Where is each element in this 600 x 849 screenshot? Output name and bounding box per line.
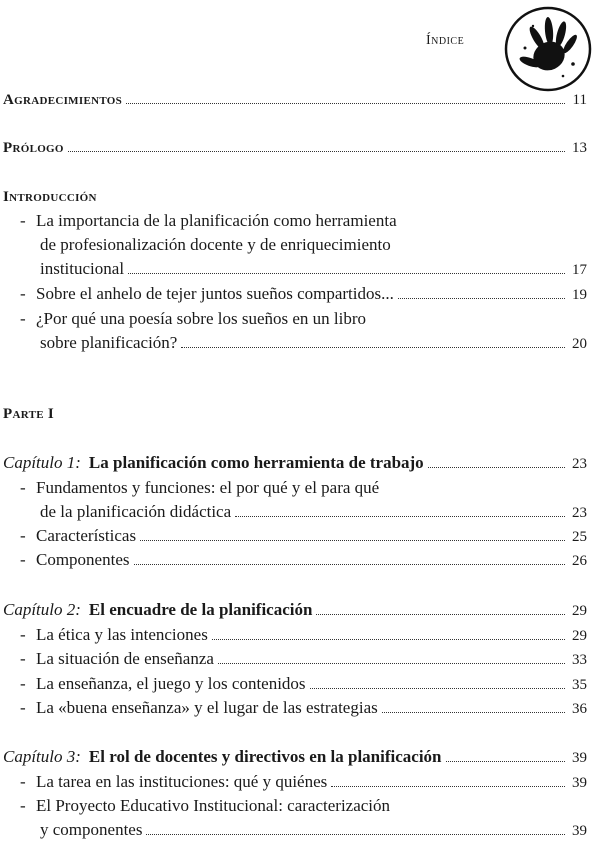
toc-item[interactable]: - La situación de enseñanza 33 [20, 648, 587, 671]
item-title: La situación de enseñanza [36, 649, 214, 668]
dot-leader [331, 785, 565, 787]
toc-item-line: - El Proyecto Educativo Institucional: caracterización [20, 796, 391, 815]
dot-leader [382, 711, 565, 713]
toc-item[interactable] [40, 501, 587, 524]
toc-item[interactable] [40, 819, 587, 842]
dot-leader [146, 833, 565, 835]
page-number: 39 [572, 750, 587, 766]
chapter-title: La planificación como herramienta de trabajo [88, 453, 424, 472]
dot-leader [134, 563, 566, 565]
toc-section-introduccion[interactable] [3, 186, 97, 208]
dot-leader [218, 662, 565, 664]
toc-item[interactable]: - La enseñanza, el juego y los contenidos 35 [20, 673, 587, 696]
item-title: sobre planificación? [40, 333, 178, 352]
toc-item[interactable] [40, 332, 587, 355]
toc-item[interactable]: - La «buena enseñanza» y el lugar de las estrategias 36 [20, 697, 587, 720]
toc-item[interactable]: - Sobre el anhelo de tejer juntos sueños compartidos... 19 [20, 283, 587, 306]
chapter-label: Capítulo 3: [3, 747, 81, 766]
item-title: Sobre el anhelo de tejer juntos sueños compartidos... [36, 284, 394, 303]
toc-item[interactable] [40, 258, 587, 281]
dot-leader [428, 466, 565, 468]
page-number: 26 [572, 553, 587, 569]
toc-chapter-1[interactable] [3, 452, 587, 475]
toc-entry-prologo[interactable] [3, 137, 587, 159]
dot-leader [126, 102, 565, 104]
dot-leader [212, 638, 565, 640]
section-title: Agradecimientos [3, 92, 123, 108]
dot-leader [446, 760, 565, 762]
dot-leader [235, 515, 565, 517]
chapter-label: Capítulo 1: [3, 453, 81, 472]
page-number: 25 [572, 529, 587, 545]
page-number: 11 [572, 92, 587, 108]
item-title: de la planificación didáctica [40, 502, 232, 521]
page-number: 17 [572, 262, 587, 278]
dot-leader [128, 272, 565, 274]
chapter-title: El rol de docentes y directivos en la planificación [88, 747, 442, 766]
page-number: 20 [572, 336, 587, 352]
toc-item[interactable]: - Características 25 [20, 525, 587, 548]
page-number: 33 [572, 652, 587, 668]
toc-item[interactable]: - La ética y las intenciones 29 [20, 624, 587, 647]
toc-item-line: - La importancia de la planificación como herramienta [20, 211, 397, 230]
toc-item-line: - Fundamentos y funciones: el por qué y el para qué [20, 478, 380, 497]
section-title: Introducción [3, 189, 97, 205]
page-number: 35 [572, 677, 587, 693]
page-number: 29 [572, 628, 587, 644]
toc-part-heading: Parte I [3, 406, 55, 422]
page-number: 36 [572, 701, 587, 717]
page-number: 19 [572, 287, 587, 303]
item-title: institucional [40, 259, 125, 278]
page-number: 39 [572, 823, 587, 839]
dot-leader [68, 150, 565, 152]
item-title: La enseñanza, el juego y los contenidos [36, 674, 306, 693]
page-number: 23 [572, 505, 587, 521]
page-title: Índice [426, 33, 465, 48]
chapter-label: Capítulo 2: [3, 600, 81, 619]
dot-leader [181, 346, 565, 348]
dot-leader [310, 687, 565, 689]
toc-chapter-3[interactable] [3, 746, 587, 769]
page-number: 23 [572, 456, 587, 472]
page-number: 29 [572, 603, 587, 619]
toc-item-line: de profesionalización docente y de enriquecimiento [40, 235, 391, 254]
item-title: Componentes [36, 550, 130, 569]
item-title: Características [36, 526, 137, 545]
item-title: La «buena enseñanza» y el lugar de las estrategias [36, 698, 378, 717]
dot-leader [140, 539, 565, 541]
toc-item-line: - ¿Por qué una poesía sobre los sueños en un libro [20, 309, 367, 328]
item-title: La ética y las intenciones [36, 625, 208, 644]
toc-item[interactable]: - La tarea en las instituciones: qué y quiénes 39 [20, 771, 587, 794]
toc-entry-agradecimientos[interactable] [3, 89, 587, 111]
item-title: La tarea en las instituciones: qué y quiénes [36, 772, 328, 791]
toc-item[interactable]: - Componentes 26 [20, 549, 587, 572]
item-title: y componentes [40, 820, 143, 839]
chapter-title: El encuadre de la planificación [88, 600, 313, 619]
section-title: Prólogo [3, 140, 64, 156]
page-number: 13 [572, 140, 587, 156]
page-number: 39 [572, 775, 587, 791]
dot-leader [316, 613, 565, 615]
toc-chapter-2[interactable] [3, 599, 587, 622]
dot-leader [398, 297, 565, 299]
